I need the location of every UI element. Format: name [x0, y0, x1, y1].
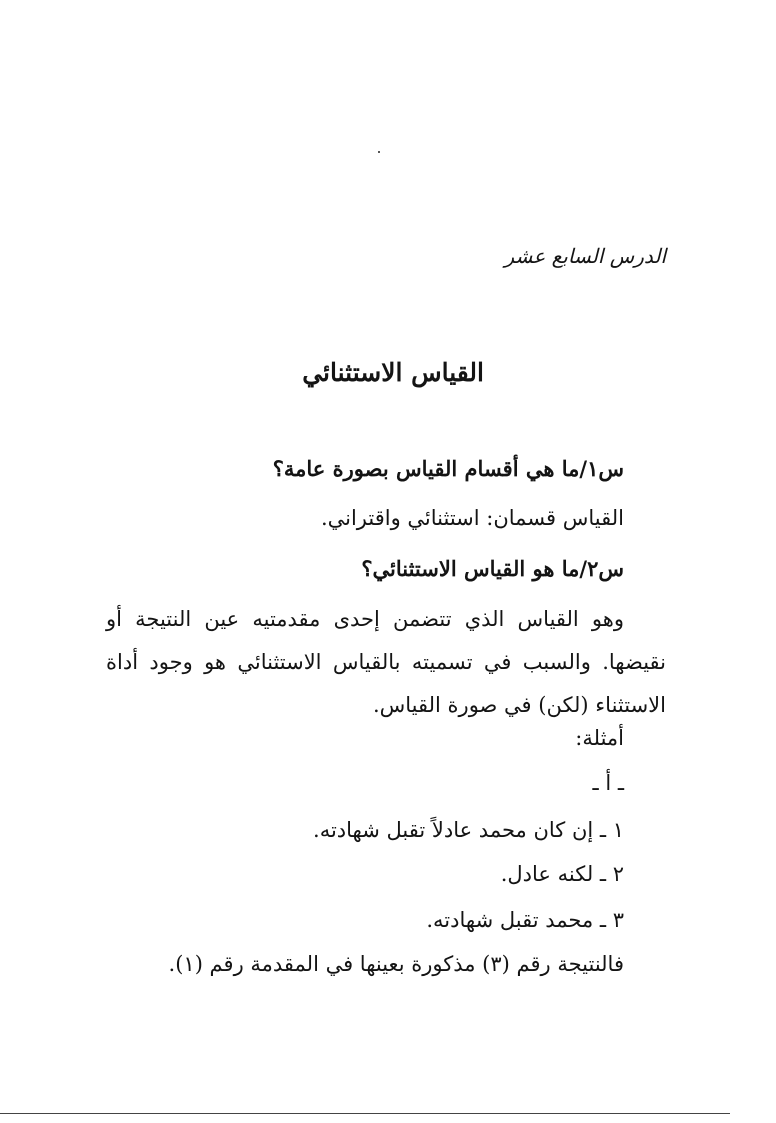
answer-1: القياس قسمان: استثنائي واقتراني.	[320, 506, 624, 530]
footer-divider	[0, 1113, 730, 1114]
question-1: س١/ما هي أقسام القياس بصورة عامة؟	[272, 456, 624, 481]
answer-2-line-2: نقيضها. والسبب في تسميته بالقياس الاستثنائي هو وجود أداة	[106, 650, 666, 674]
example-item-3: ٣ ـ محمد تقبل شهادته.	[426, 908, 624, 932]
examples-group-label: ـ أ ـ	[592, 771, 624, 795]
lesson-header: الدرس السابع عشر	[504, 244, 666, 268]
examples-label: أمثلة:	[575, 726, 624, 750]
scan-speck	[378, 151, 380, 153]
answer-2-paragraph	[106, 598, 666, 727]
question-2: س٢/ما هو القياس الاستثنائي؟	[361, 556, 624, 581]
example-item-2: ٢ ـ لكنه عادل.	[500, 862, 624, 886]
example-conclusion: فالنتيجة رقم (٣) مذكورة بعينها في المقدمة رقم (١).	[168, 952, 624, 976]
page-title: القياس الاستثنائي	[302, 358, 484, 387]
answer-2-line-1: وهو القياس الذي تتضمن إحدى مقدمتيه عين النتيجة أو	[106, 607, 624, 631]
example-item-1: ١ ـ إن كان محمد عادلاً تقبل شهادته.	[313, 818, 624, 842]
answer-2-line-3: الاستثناء (لكن) في صورة القياس.	[372, 693, 666, 717]
